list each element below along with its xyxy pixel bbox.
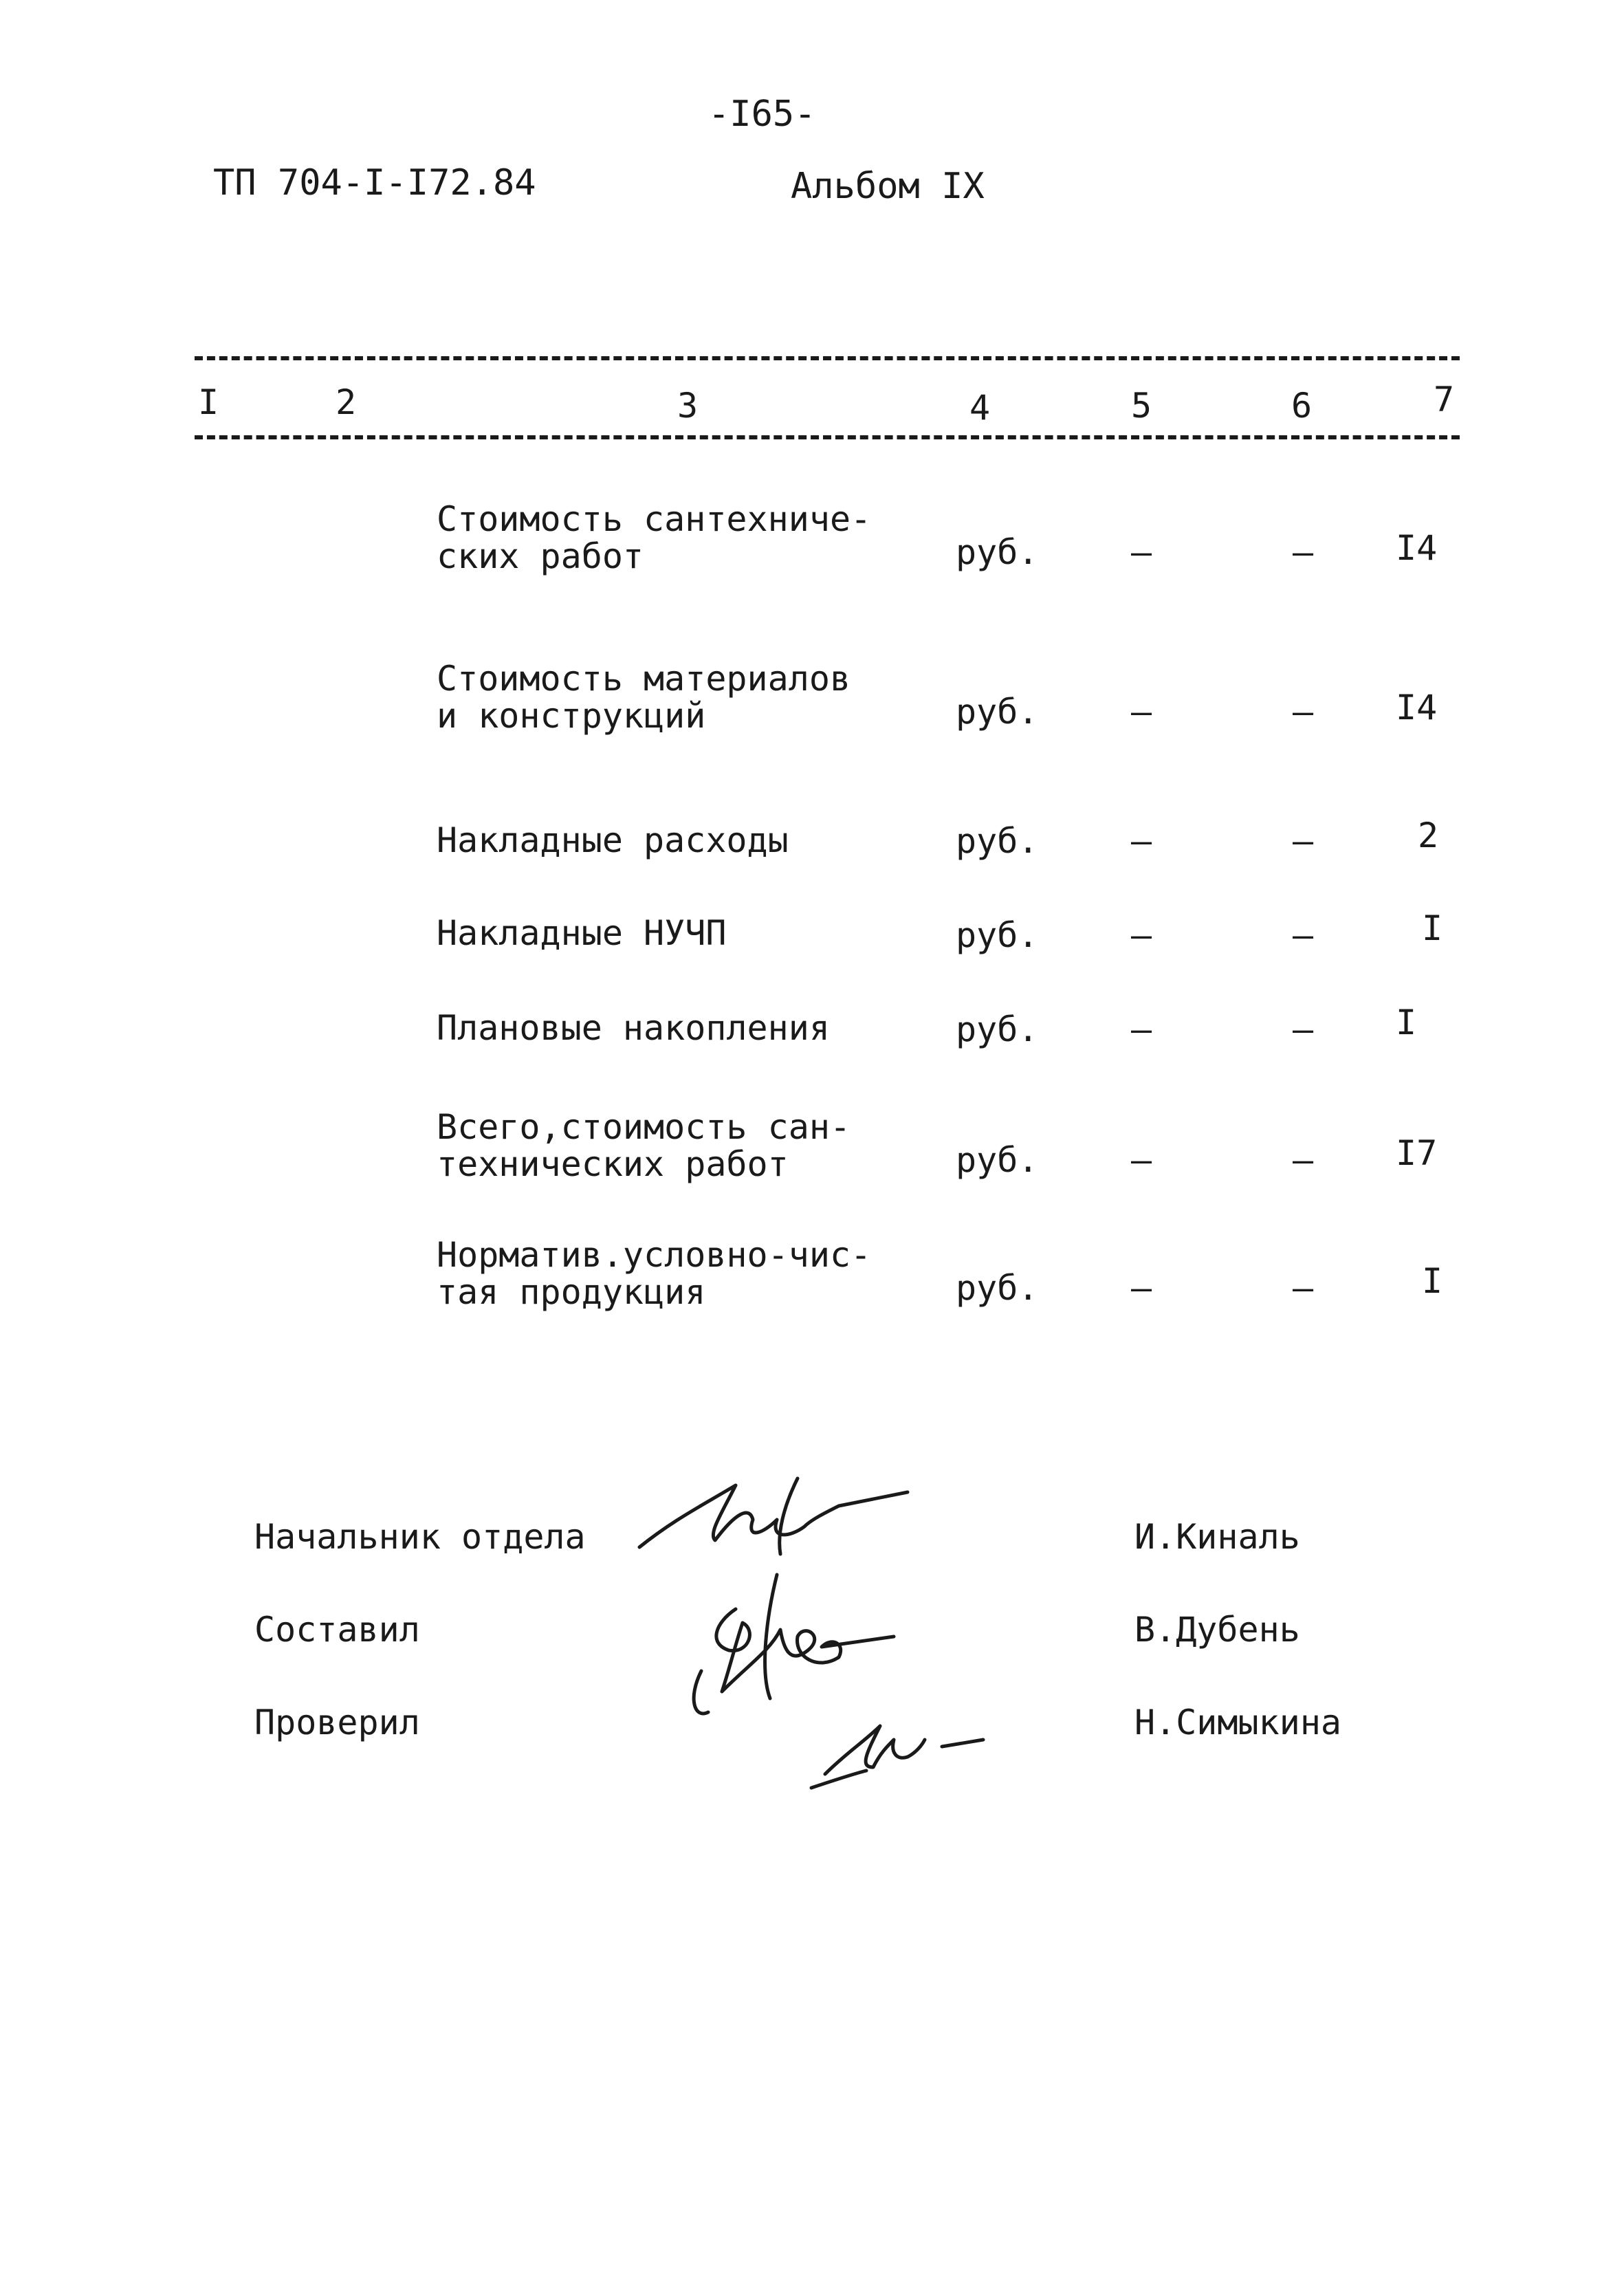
table-row-unit: руб. — [956, 532, 1039, 572]
table-row-col7: I — [1422, 1261, 1443, 1301]
table-row-col6: – — [1293, 1140, 1314, 1180]
table-row-col7: 2 — [1418, 816, 1439, 855]
column-header-6: 6 — [1291, 386, 1313, 426]
column-header-2: 2 — [336, 382, 357, 422]
table-row-col5: – — [1131, 692, 1152, 732]
handwritten-signatures — [619, 1465, 1100, 1822]
signature-name-checked-by: Н.Симыкина — [1134, 1703, 1342, 1742]
table-row-unit: руб. — [956, 915, 1039, 955]
table-row-name: Стоимость сантехниче- ских работ — [437, 499, 872, 576]
table-row-col5: – — [1131, 915, 1152, 955]
table-row-col7: I4 — [1396, 528, 1438, 568]
signature-role-checked-by: Проверил — [254, 1703, 420, 1742]
column-header-3: 3 — [677, 386, 699, 426]
table-header-rule — [195, 435, 1460, 439]
table-row-col5: – — [1131, 1140, 1152, 1180]
table-row-col7: I — [1422, 908, 1443, 948]
table-row-col5: – — [1131, 821, 1152, 861]
table-row-unit: руб. — [956, 1140, 1039, 1180]
column-header-4: 4 — [969, 388, 991, 428]
table-row-unit: руб. — [956, 1009, 1039, 1049]
table-row-col7: I4 — [1396, 688, 1438, 728]
table-row-col6: – — [1293, 692, 1314, 732]
table-row-unit: руб. — [956, 692, 1039, 732]
signature-name-head-of-department: И.Киналь — [1134, 1517, 1300, 1557]
table-row-col6: – — [1293, 1009, 1314, 1049]
signature-role-compiled-by: Составил — [254, 1610, 420, 1650]
table-row-col6: – — [1293, 821, 1314, 861]
table-row-col6: – — [1293, 532, 1314, 572]
document-code: ТП 704-I-I72.84 — [213, 162, 536, 204]
table-row-name: Стоимость материалов и конструкций — [437, 659, 851, 736]
signature-role-head-of-department: Начальник отдела — [254, 1517, 586, 1557]
table-row-name: Накладные расходы — [437, 820, 789, 860]
table-row-col6: – — [1293, 915, 1314, 955]
table-row-col5: – — [1131, 532, 1152, 572]
table-row-name: Норматив.условно-чис- тая продукция — [437, 1235, 872, 1312]
table-row-col7: I7 — [1396, 1133, 1438, 1173]
table-row-name: Всего,стоимость сан- технических работ — [437, 1107, 851, 1184]
table-row-col5: – — [1131, 1268, 1152, 1308]
table-row-name: Накладные НУЧП — [437, 913, 727, 953]
signature-name-compiled-by: В.Дубень — [1134, 1610, 1300, 1650]
table-row-name: Плановые накопления — [437, 1008, 830, 1048]
page-number: -I65- — [708, 94, 816, 135]
table-row-unit: руб. — [956, 821, 1039, 861]
table-top-rule — [195, 356, 1460, 360]
table-row-col5: – — [1131, 1009, 1152, 1049]
table-row-col6: – — [1293, 1268, 1314, 1308]
column-header-7: 7 — [1434, 380, 1455, 419]
column-header-5: 5 — [1131, 386, 1152, 426]
table-row-col7: I — [1396, 1003, 1417, 1042]
album-label: Альбом IX — [791, 166, 985, 207]
column-header-1: I — [198, 382, 219, 422]
table-row-unit: руб. — [956, 1268, 1039, 1308]
